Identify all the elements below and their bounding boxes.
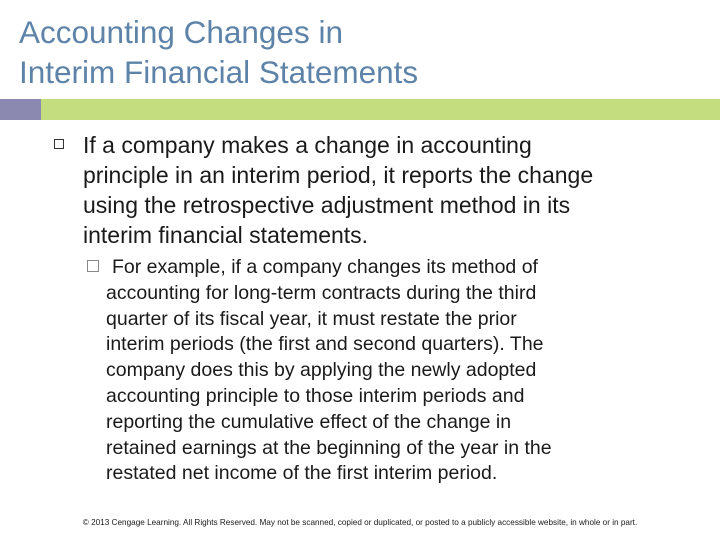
sub-bullet-text-line: quarter of its fiscal year, it must restate the prior <box>106 307 517 330</box>
copyright-footer: © 2013 Cengage Learning. All Rights Reserved. May not be scanned, copied or duplicated, or posted to a publicly accessible website, in whole or in part. <box>82 518 638 527</box>
sub-bullet-square-icon <box>87 260 99 272</box>
bullet-text <box>83 130 703 250</box>
slide-title-line: Accounting Changes in <box>19 14 343 50</box>
bullet-text-line: interim financial statements. <box>83 222 369 248</box>
sub-bullet-text-line: For example, if a company changes its method of <box>112 256 538 278</box>
sub-bullet-text-line: company does this by applying the newly adopted <box>106 359 537 382</box>
sub-bullet-text-line: interim periods (the first and second quarters). The <box>106 333 544 356</box>
sub-bullet-text-line: accounting principle to those interim periods and <box>106 384 525 407</box>
slide-title-line: Interim Financial Statements <box>19 54 419 90</box>
accent-bar-right <box>41 99 720 120</box>
sub-bullet-text-line: restated net income of the first interim period. <box>106 462 498 485</box>
accent-bar-left <box>0 99 41 120</box>
sub-bullet-text-line: accounting for long-term contracts during the third <box>106 281 537 304</box>
slide-title <box>19 12 699 92</box>
sub-bullet-text <box>106 255 686 487</box>
sub-bullet-text-line: reporting the cumulative effect of the change in <box>106 410 512 433</box>
hollow-square-bullet-icon <box>54 139 64 149</box>
bullet-text-line: principle in an interim period, it reports the change <box>83 162 594 188</box>
bullet-text-line: If a company makes a change in accounting <box>83 132 532 158</box>
sub-bullet-text-line: retained earnings at the beginning of the year in the <box>106 436 552 459</box>
bullet-text-line: using the retrospective adjustment method in its <box>83 192 571 218</box>
